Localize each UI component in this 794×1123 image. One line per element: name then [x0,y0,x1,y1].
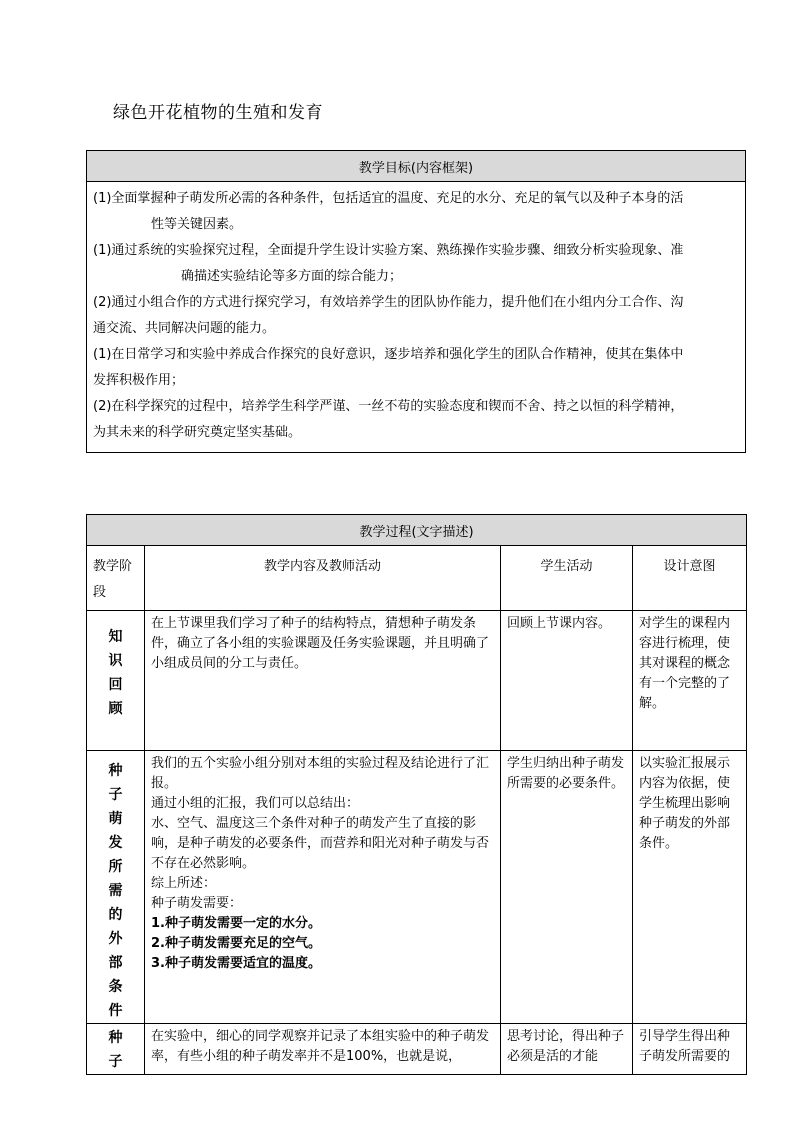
stage-char: 的 [108,907,123,923]
content-paragraph: 在上节课里我们学习了种子的结构特点，猜想种子萌发条件，确立了各小组的实验课题及任务实验课题，并且明确了小组成员间的分工与责任。 [151,616,490,671]
column-header-stage: 教学阶段 [87,546,145,611]
column-header-student: 学生活动 [501,546,633,611]
content-paragraph: 水、空气、温度这三个条件对种子的萌发产生了直接的影响，是种子萌发的必要条件，而营养和阳光对种子萌发与否不存在必然影响。 [151,816,490,871]
goal-line: (1)在日常学习和实验中养成合作探究的良好意识，逐步培养和强化学生的团队合作精神，使其在集体中 [93,347,684,362]
stage-char: 部 [108,955,123,971]
stage-label [87,1024,145,1075]
content-paragraph: 综上所述： [151,876,217,891]
stage-char: 发 [108,835,123,851]
goal-line: 通交流、共同解决问题的能力。 [93,321,276,336]
content-paragraph: 通过小组的汇报，我们可以总结出： [151,796,360,811]
column-header-content: 教学内容及教师活动 [145,546,501,611]
stage-label [87,751,145,1024]
content-cell [145,751,501,1024]
stage-char: 种 [108,1030,123,1046]
process-header: 教学过程(文字描述) [87,515,747,546]
goal-line: (1)通过系统的实验探究过程，全面提升学生设计实验方案、熟练操作实验步骤、细致分析实验现象、准 [93,243,684,258]
student-cell: 思考讨论，得出种子必须是活的才能 [501,1024,633,1075]
column-header-intent: 设计意图 [633,546,747,611]
table-row [87,751,747,1024]
goal-line: (2)在科学探究的过程中，培养学生科学严谨、一丝不苟的实验态度和锲而不舍、持之以恒的科学精神， [93,399,684,414]
stage-char: 子 [108,787,123,803]
stage-char: 子 [108,1054,123,1070]
goal-line: 性等关键因素。 [151,217,243,232]
stage-char: 回 [108,677,123,693]
stage-char: 外 [108,931,123,947]
goal-line: 为其未来的科学研究奠定坚实基础。 [93,425,302,440]
goal-line: 发挥积极作用； [93,373,185,388]
goals-header: 教学目标(内容框架) [87,151,746,182]
goal-line: 确描述实验结论等多方面的综合能力； [181,269,403,284]
process-table [86,514,747,1075]
stage-char: 条 [108,979,123,995]
student-cell: 学生归纳出种子萌发所需要的必要条件。 [501,751,633,1024]
stage-char: 顾 [108,701,123,717]
condition-item: 3.种子萌发需要适宜的温度。 [151,956,321,971]
condition-item: 2.种子萌发需要充足的空气。 [151,936,321,951]
content-paragraph: 在实验中，细心的同学观察并记录了本组实验中的种子萌发率，有些小组的种子萌发率并不是100%，也就是说， [151,1029,490,1064]
goal-line: (1)全面掌握种子萌发所必需的各种条件，包括适宜的温度、充足的水分、充足的氧气以及种子本身的活 [93,191,684,206]
stage-char: 需 [108,883,123,899]
goals-body [87,182,746,453]
intent-cell: 引导学生得出种子萌发所需要的 [633,1024,747,1075]
stage-label [87,611,145,751]
intent-cell: 对学生的课程内容进行梳理，使其对课程的概念有一个完整的了解。 [633,611,747,751]
stage-char: 知 [108,629,123,645]
goals-table [86,150,746,453]
condition-item: 1.种子萌发需要一定的水分。 [151,916,321,931]
table-row [87,1024,747,1075]
content-cell [145,611,501,751]
stage-char: 识 [108,653,123,669]
stage-char: 件 [108,1003,123,1019]
page-title: 绿色开花植物的生殖和发育 [113,103,323,123]
content-cell [145,1024,501,1075]
table-row [87,611,747,751]
stage-char: 种 [108,763,123,779]
goal-line: (2)通过小组合作的方式进行探究学习，有效培养学生的团队协作能力，提升他们在小组内分工合作、沟 [93,295,684,310]
stage-char: 所 [108,859,123,875]
content-paragraph: 我们的五个实验小组分别对本组的实验过程及结论进行了汇报。 [151,756,490,791]
stage-char: 萌 [108,811,123,827]
student-cell: 回顾上节课内容。 [501,611,633,751]
intent-cell: 以实验汇报展示内容为依据，使学生梳理出影响种子萌发的外部条件。 [633,751,747,1024]
content-paragraph: 种子萌发需要： [151,896,243,911]
